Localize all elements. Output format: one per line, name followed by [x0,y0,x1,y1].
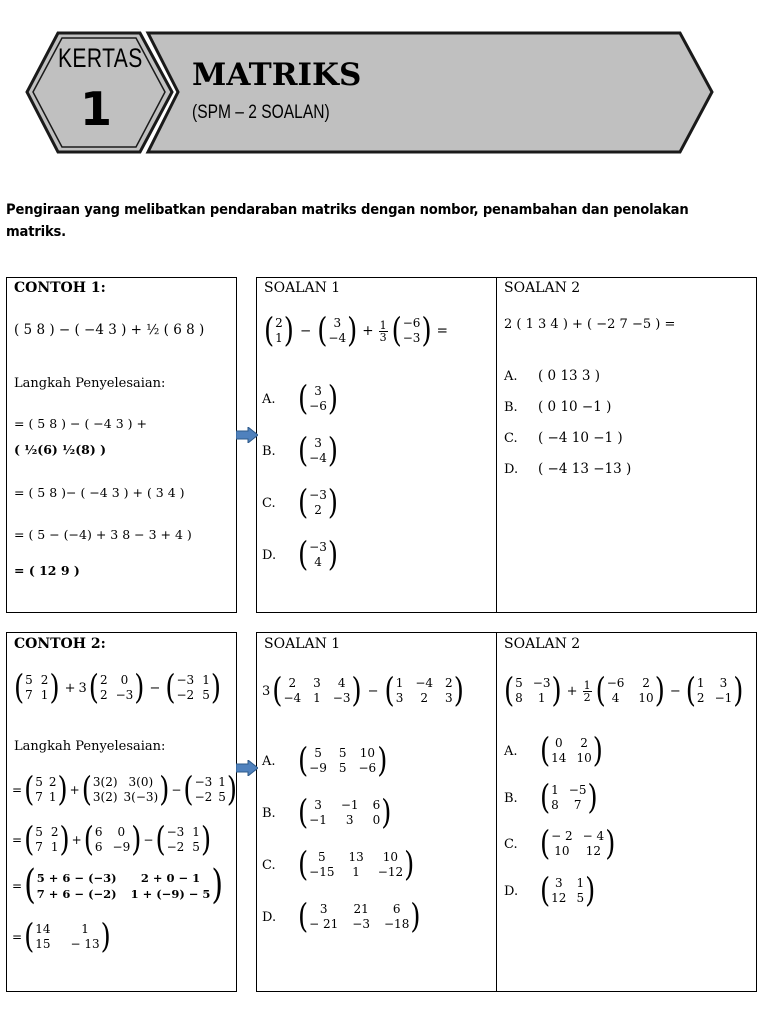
matrix-entry: 10 [382,850,399,864]
matrix-entry: 5 [35,825,43,839]
matrix [540,824,616,864]
matrix-entry: B. [504,400,518,415]
matrix-entry: 3 [333,316,342,330]
matrix-entry: D. [504,462,519,477]
matrix-entry: 2 [445,676,453,690]
right-bracket: ) [410,897,421,937]
left-bracket: ( [298,431,309,471]
left-bracket: ( [298,535,309,575]
matrix [165,668,221,708]
matrix-entry: 1 [576,876,585,890]
equals-sign: = [436,323,448,339]
matrix-entry: 3 [345,813,354,827]
right-bracket: ) [327,483,339,523]
example-2-title: CONTOH 2: [14,636,106,652]
right-bracket: ) [551,671,562,711]
matrix [504,671,562,711]
left-bracket: ( [155,820,166,860]
matrix-entry: A. [504,369,518,384]
right-bracket: ) [347,311,358,351]
matrix-entry: 1 [40,688,49,702]
right-arrow-icon [236,760,258,776]
matrix-entry: C. [504,836,518,852]
matrix-entry: −1 [309,813,327,827]
example-2-step-2: = ( 5 2 7 1 ) + ( 6 0 6 −9 ) − ( −3 1 −2 5 ) [12,820,212,860]
matrix [272,671,362,711]
matrix-entry: 3 [314,384,322,398]
matrix-entry: −6 [309,399,327,413]
option-letter: C. [262,495,276,511]
matrix-entry: −1 [714,691,733,705]
matrix-entry: −3 [532,676,551,690]
right-bracket: ) [605,824,616,864]
matrix-entry: −5 [568,783,587,797]
left-bracket: ( [24,917,35,957]
matrix-entry: 1 [218,775,226,789]
example-2-step-1: = ( 5 2 7 1 ) + ( 3(2) 3(0) 3(2) 3(−3) ) − ( −3 1 −2 5 ) [12,770,238,810]
left-bracket: ( [595,671,606,711]
paper-number: 1 [80,82,113,136]
matrix-entry: 2 [580,736,588,750]
example-1-step-1: = ( 5 8 ) − ( −4 3 ) + [14,416,147,431]
row-1-q2-option-d[interactable] [504,461,631,477]
right-bracket: ) [283,311,294,351]
left-bracket: ( [298,483,309,523]
matrix-entry: 2 [99,688,108,702]
matrix-entry: 5 [338,746,347,760]
matrix-entry: 4 [611,691,620,705]
row-2-question-2-title: SOALAN 2 [504,636,581,652]
matrix-entry: 21 [353,902,369,916]
matrix-entry: −3 [352,917,370,931]
matrix-entry: 15 [35,937,51,951]
matrix-entry: 2 [275,316,283,330]
right-bracket: ) [733,671,744,711]
example-1-step-5: = ( 12 9 ) [14,563,80,578]
right-bracket: ) [377,741,388,781]
left-bracket: ( [165,668,176,708]
matrix-entry: 1 [551,783,559,797]
matrix-entry: 1 [313,691,321,705]
matrix-entry: 3 [395,691,404,705]
matrix-entry: 3 [262,683,271,699]
right-arrow-icon [236,427,258,443]
matrix-entry: ( 0 13 3 ) [538,368,601,384]
matrix [384,671,464,711]
example-1-question [14,322,204,338]
right-bracket: ) [404,845,415,885]
matrix [14,668,60,708]
row-2-question-1-title: SOALAN 1 [264,636,341,652]
matrix-entry: −6 [358,761,377,775]
matrix-entry: 1 [379,318,387,332]
right-bracket: ) [585,871,596,911]
matrix-entry: 2 [288,676,297,690]
matrix-entry: 3(2) [92,790,118,804]
matrix-entry: 12 [551,891,567,905]
example-1-title: CONTOH 1: [14,280,106,296]
matrix-entry: 3 [719,676,728,690]
left-bracket: ( [540,871,551,911]
matrix-entry: 2 [642,676,650,690]
row-1-q2-option-a[interactable] [504,368,600,384]
matrix-entry: −2 [194,790,213,804]
left-bracket: ( [24,861,36,909]
matrix-entry: 1 [202,673,210,687]
matrix-entry: 12 [585,844,602,858]
fraction [379,320,388,343]
row-1-question-1-title: SOALAN 1 [264,280,341,296]
matrix-entry: 5 [515,676,523,690]
matrix-entry: ( −4 13 −13 ) [538,461,632,477]
matrix-entry: 3 [314,436,322,450]
matrix-entry: 6 [94,825,103,839]
matrix-entry: 5 [202,688,210,702]
matrix-entry: 8 [551,798,559,812]
matrix-entry: 10 [576,751,592,765]
right-bracket: ) [587,778,598,818]
right-bracket: ) [57,770,68,810]
matrix-entry: −3 [309,540,327,554]
matrix-entry: 1 [583,678,591,692]
right-bracket: ) [210,668,221,708]
matrix [298,897,421,937]
matrix-entry: 1 [275,331,283,345]
row-2-q1-option-a[interactable] [262,741,389,781]
matrix-entry: 3(−3) [123,790,159,804]
intro-text: Pengiraan yang melibatkan pendaraban matriks dengan nombor, penambahan dan penolakan matriks. [6,202,689,240]
matrix-entry: 2 [40,673,49,687]
matrix [24,770,68,810]
left-bracket: ( [24,770,35,810]
matrix-entry: 2 [696,691,705,705]
option-letter: A. [262,391,276,407]
matrix-entry: −3 [402,331,421,345]
matrix-entry: 1 [48,790,57,804]
matrix-entry: 3 [314,798,322,812]
matrix [391,311,432,351]
right-bracket: ) [211,861,224,909]
matrix-entry: 1 [352,865,360,879]
matrix [298,483,339,523]
matrix-entry: 4 [314,555,322,569]
matrix [298,431,339,471]
matrix-entry: C. [504,431,518,446]
example-2-step-4: = ( 14 1 15 − 13 ) [12,917,111,957]
matrix-entry: −4 [283,691,302,705]
left-bracket: ( [504,671,515,711]
row-2-q2-option-b[interactable] [504,778,600,818]
right-bracket: ) [381,793,392,833]
row-1-question-1-expression: ( 2 1 ) − ( 3 −4 ) + $\frac{1}{3}$ ( −6 −3 ) = [264,311,448,351]
row-1-q1-option-c[interactable] [262,483,340,523]
left-bracket: ( [14,668,25,708]
matrix-entry: 0 [554,736,563,750]
matrix-entry: −9 [309,761,327,775]
right-bracket: ) [59,820,70,860]
left-bracket: ( [298,379,309,419]
matrix-entry: −2 [176,688,195,702]
left-bracket: ( [540,731,551,771]
right-bracket: ) [351,671,362,711]
example-1-step-4: = ( 5 − (−4) + 3 8 − 3 + 4 ) [14,527,192,542]
matrix-entry: −3 [176,673,195,687]
matrix-entry: 4 [337,676,346,690]
matrix-entry: −3 [115,688,134,702]
option-letter: B. [262,443,276,459]
matrix-entry: 3(0) [128,775,154,789]
matrix [317,311,358,351]
right-bracket: ) [226,770,238,810]
matrix-entry: −4 [328,331,347,345]
matrix-entry: 0 [120,673,129,687]
matrix-entry: A. [262,753,276,769]
matrix [298,379,339,419]
matrix [540,731,603,771]
matrix-entry: 5 + 6 − (−3) [36,871,117,885]
matrix-entry: 5 [576,891,585,905]
row-2-divider [496,632,497,992]
example-2-question: ( 5 2 7 1 ) + 3 ( 2 0 2 −3 ) − ( −3 1 −2 5 ) [14,668,221,708]
left-bracket: ( [298,845,309,885]
left-bracket: ( [298,897,309,937]
matrix-entry: −6 [402,316,421,330]
matrix-entry: 1 + (−9) − 5 [130,887,211,901]
matrix [83,820,142,860]
matrix-entry: 13 [348,850,364,864]
matrix-entry: 10 [638,691,654,705]
matrix [264,311,294,351]
row-2-q2-option-a[interactable] [504,731,605,771]
matrix-entry: −12 [377,865,404,879]
right-bracket: ) [654,671,665,711]
left-bracket: ( [83,820,94,860]
matrix-entry: A. [504,743,518,759]
matrix-entry: 14 [551,751,567,765]
matrix-entry: 7 [35,840,43,854]
left-bracket: ( [391,311,402,351]
left-bracket: ( [685,671,696,711]
matrix-entry: −15 [309,865,335,879]
matrix-entry: 14 [35,922,51,936]
left-bracket: ( [317,311,328,351]
right-bracket: ) [159,770,170,810]
matrix-entry: 3 [379,330,387,344]
matrix-entry: 1 [696,676,705,690]
matrix [24,861,224,909]
right-bracket: ) [100,917,111,957]
right-bracket: ) [131,820,142,860]
matrix-entry: 6 [94,840,103,854]
matrix [595,671,665,711]
left-bracket: ( [88,668,99,708]
example-2-step-3: = ( 5 + 6 − (−3) 2 + 0 − 1 7 + 6 − (−2) 1 + (−9) − 5 ) [12,861,224,909]
example-1-steps-label: Langkah Penyelesaian: [14,376,166,391]
row-2-question-1-expression: 3 ( 2 3 4 −4 1 −3 ) − ( 1 −4 2 3 2 3 ) [262,671,464,711]
row-1-divider [496,277,497,613]
matrix-entry: 2 [314,503,322,517]
matrix-entry: − 4 [582,829,605,843]
matrix-entry: −18 [384,917,410,931]
matrix-entry: 3 [319,902,328,916]
matrix [155,820,212,860]
matrix [298,535,339,575]
matrix-entry: 2 [420,691,429,705]
row-2-q2-option-d[interactable] [504,871,597,911]
matrix [298,741,388,781]
matrix-entry: −3 [166,825,185,839]
row-1-question-2-expression: 2 ( 1 3 4 ) + ( −2 7 −5 ) = [504,317,676,332]
matrix [81,770,170,810]
matrix-entry: B. [504,790,518,806]
example-1-step-2: ( ½(6) ½(8) ) [14,442,107,457]
matrix-entry: 7 + 6 − (−2) [36,887,117,901]
left-bracket: ( [81,770,92,810]
row-2-question-2-expression: ( 5 −3 8 1 ) + $\frac{1}{2}$ ( −6 2 4 10 ) − ( 1 3 2 −1 ) [504,671,744,711]
matrix-entry: 1 [192,825,200,839]
matrix-entry: 1 [395,676,404,690]
left-bracket: ( [540,778,551,818]
matrix-entry: 5 [318,850,326,864]
matrix [298,793,392,833]
row-1-q1-option-d[interactable] [262,535,340,575]
example-2-steps-label: Langkah Penyelesaian: [14,739,166,754]
matrix [24,917,111,957]
matrix-entry: ( −4 10 −1 ) [538,430,623,446]
row-1-question-2-title: SOALAN 2 [504,280,581,296]
matrix-entry: 2 [50,825,59,839]
header-banner [0,0,768,170]
right-bracket: ) [327,431,339,471]
matrix-entry: − 21 [309,917,339,931]
row-2-q2-option-c[interactable] [504,824,617,864]
matrix-entry: 2 [48,775,57,789]
matrix-entry: −9 [112,840,131,854]
right-bracket: ) [327,535,339,575]
matrix-entry: 5 [192,840,200,854]
row-1-q1-option-b[interactable] [262,431,340,471]
matrix [88,668,145,708]
matrix-entry: −3 [332,691,351,705]
right-bracket: ) [134,668,145,708]
matrix-entry: 5 [35,775,43,789]
matrix-entry: D. [504,883,519,899]
left-bracket: ( [384,671,395,711]
row-2-q1-option-c[interactable] [262,845,416,885]
matrix [183,770,238,810]
matrix-entry: 3 [313,676,321,690]
right-bracket: ) [592,731,603,771]
example-1-question-text: ( 5 8 ) − ( −4 3 ) + ½ ( 6 8 ) [14,322,205,338]
matrix-entry: 6 [372,798,381,812]
left-bracket: ( [298,741,309,781]
matrix-entry: 5 [314,746,322,760]
left-bracket: ( [298,793,309,833]
right-bracket: ) [421,311,432,351]
row-1-q1-option-a[interactable] [262,379,340,419]
matrix-entry: 8 [515,691,523,705]
paper-label: KERTAS [58,43,143,73]
row-2-q1-option-b[interactable] [262,793,393,833]
left-bracket: ( [540,824,551,864]
matrix [685,671,744,711]
matrix [540,778,598,818]
matrix-entry: 1 [50,840,59,854]
matrix-entry: 5 [25,673,33,687]
right-bracket: ) [49,668,60,708]
example-1-step-3: = ( 5 8 )− ( −4 3 ) + ( 3 4 ) [14,485,185,500]
matrix-entry: −2 [166,840,185,854]
left-bracket: ( [272,671,283,711]
matrix-entry: −1 [340,798,359,812]
matrix-entry: 3 [554,876,563,890]
matrix-entry: 1 [81,922,89,936]
matrix-entry: 3 [78,680,87,696]
matrix-entry: 10 [359,746,375,760]
matrix-entry: 1 [537,691,546,705]
matrix-entry: − 2 [551,829,573,843]
matrix-entry: C. [262,857,276,873]
matrix-entry: 5 [338,761,347,775]
matrix-entry: −4 [415,676,434,690]
matrix-entry: 10 [554,844,570,858]
matrix [298,845,415,885]
matrix-entry: 7 [35,790,43,804]
matrix-entry: 6 [392,902,401,916]
left-bracket: ( [24,820,35,860]
row-2-q1-option-d[interactable] [262,897,422,937]
matrix-entry: 2 [99,673,108,687]
matrix [24,820,70,860]
row-1-q2-option-c[interactable] [504,430,623,446]
matrix-entry: 3(2) [92,775,118,789]
matrix [540,871,596,911]
right-bracket: ) [200,820,212,860]
matrix-entry: 0 [372,813,381,827]
matrix-entry: −4 [309,451,327,465]
option-letter: D. [262,547,277,563]
right-bracket: ) [453,671,464,711]
page-title: MATRIKS [192,57,362,93]
matrix-entry: − 13 [70,937,100,951]
left-bracket: ( [183,770,194,810]
matrix-entry: 3 [445,691,453,705]
matrix-entry: ( 0 10 −1 ) [538,399,612,415]
matrix-entry: −3 [194,775,213,789]
matrix-entry: 0 [117,825,126,839]
right-bracket: ) [327,379,339,419]
left-bracket: ( [264,311,275,351]
matrix-entry: −3 [309,488,327,502]
matrix-entry: 5 [218,790,226,804]
matrix-entry: D. [262,909,277,925]
matrix-entry: B. [262,805,276,821]
matrix-entry: 2 [583,690,591,704]
row-1-q2-option-b[interactable] [504,399,611,415]
page-subtitle: (SPM – 2 SOALAN) [192,102,330,123]
matrix-entry: 7 [25,688,33,702]
matrix-entry: 2 + 0 − 1 [140,871,201,885]
matrix-entry: −6 [606,676,625,690]
matrix-entry: 7 [573,798,582,812]
